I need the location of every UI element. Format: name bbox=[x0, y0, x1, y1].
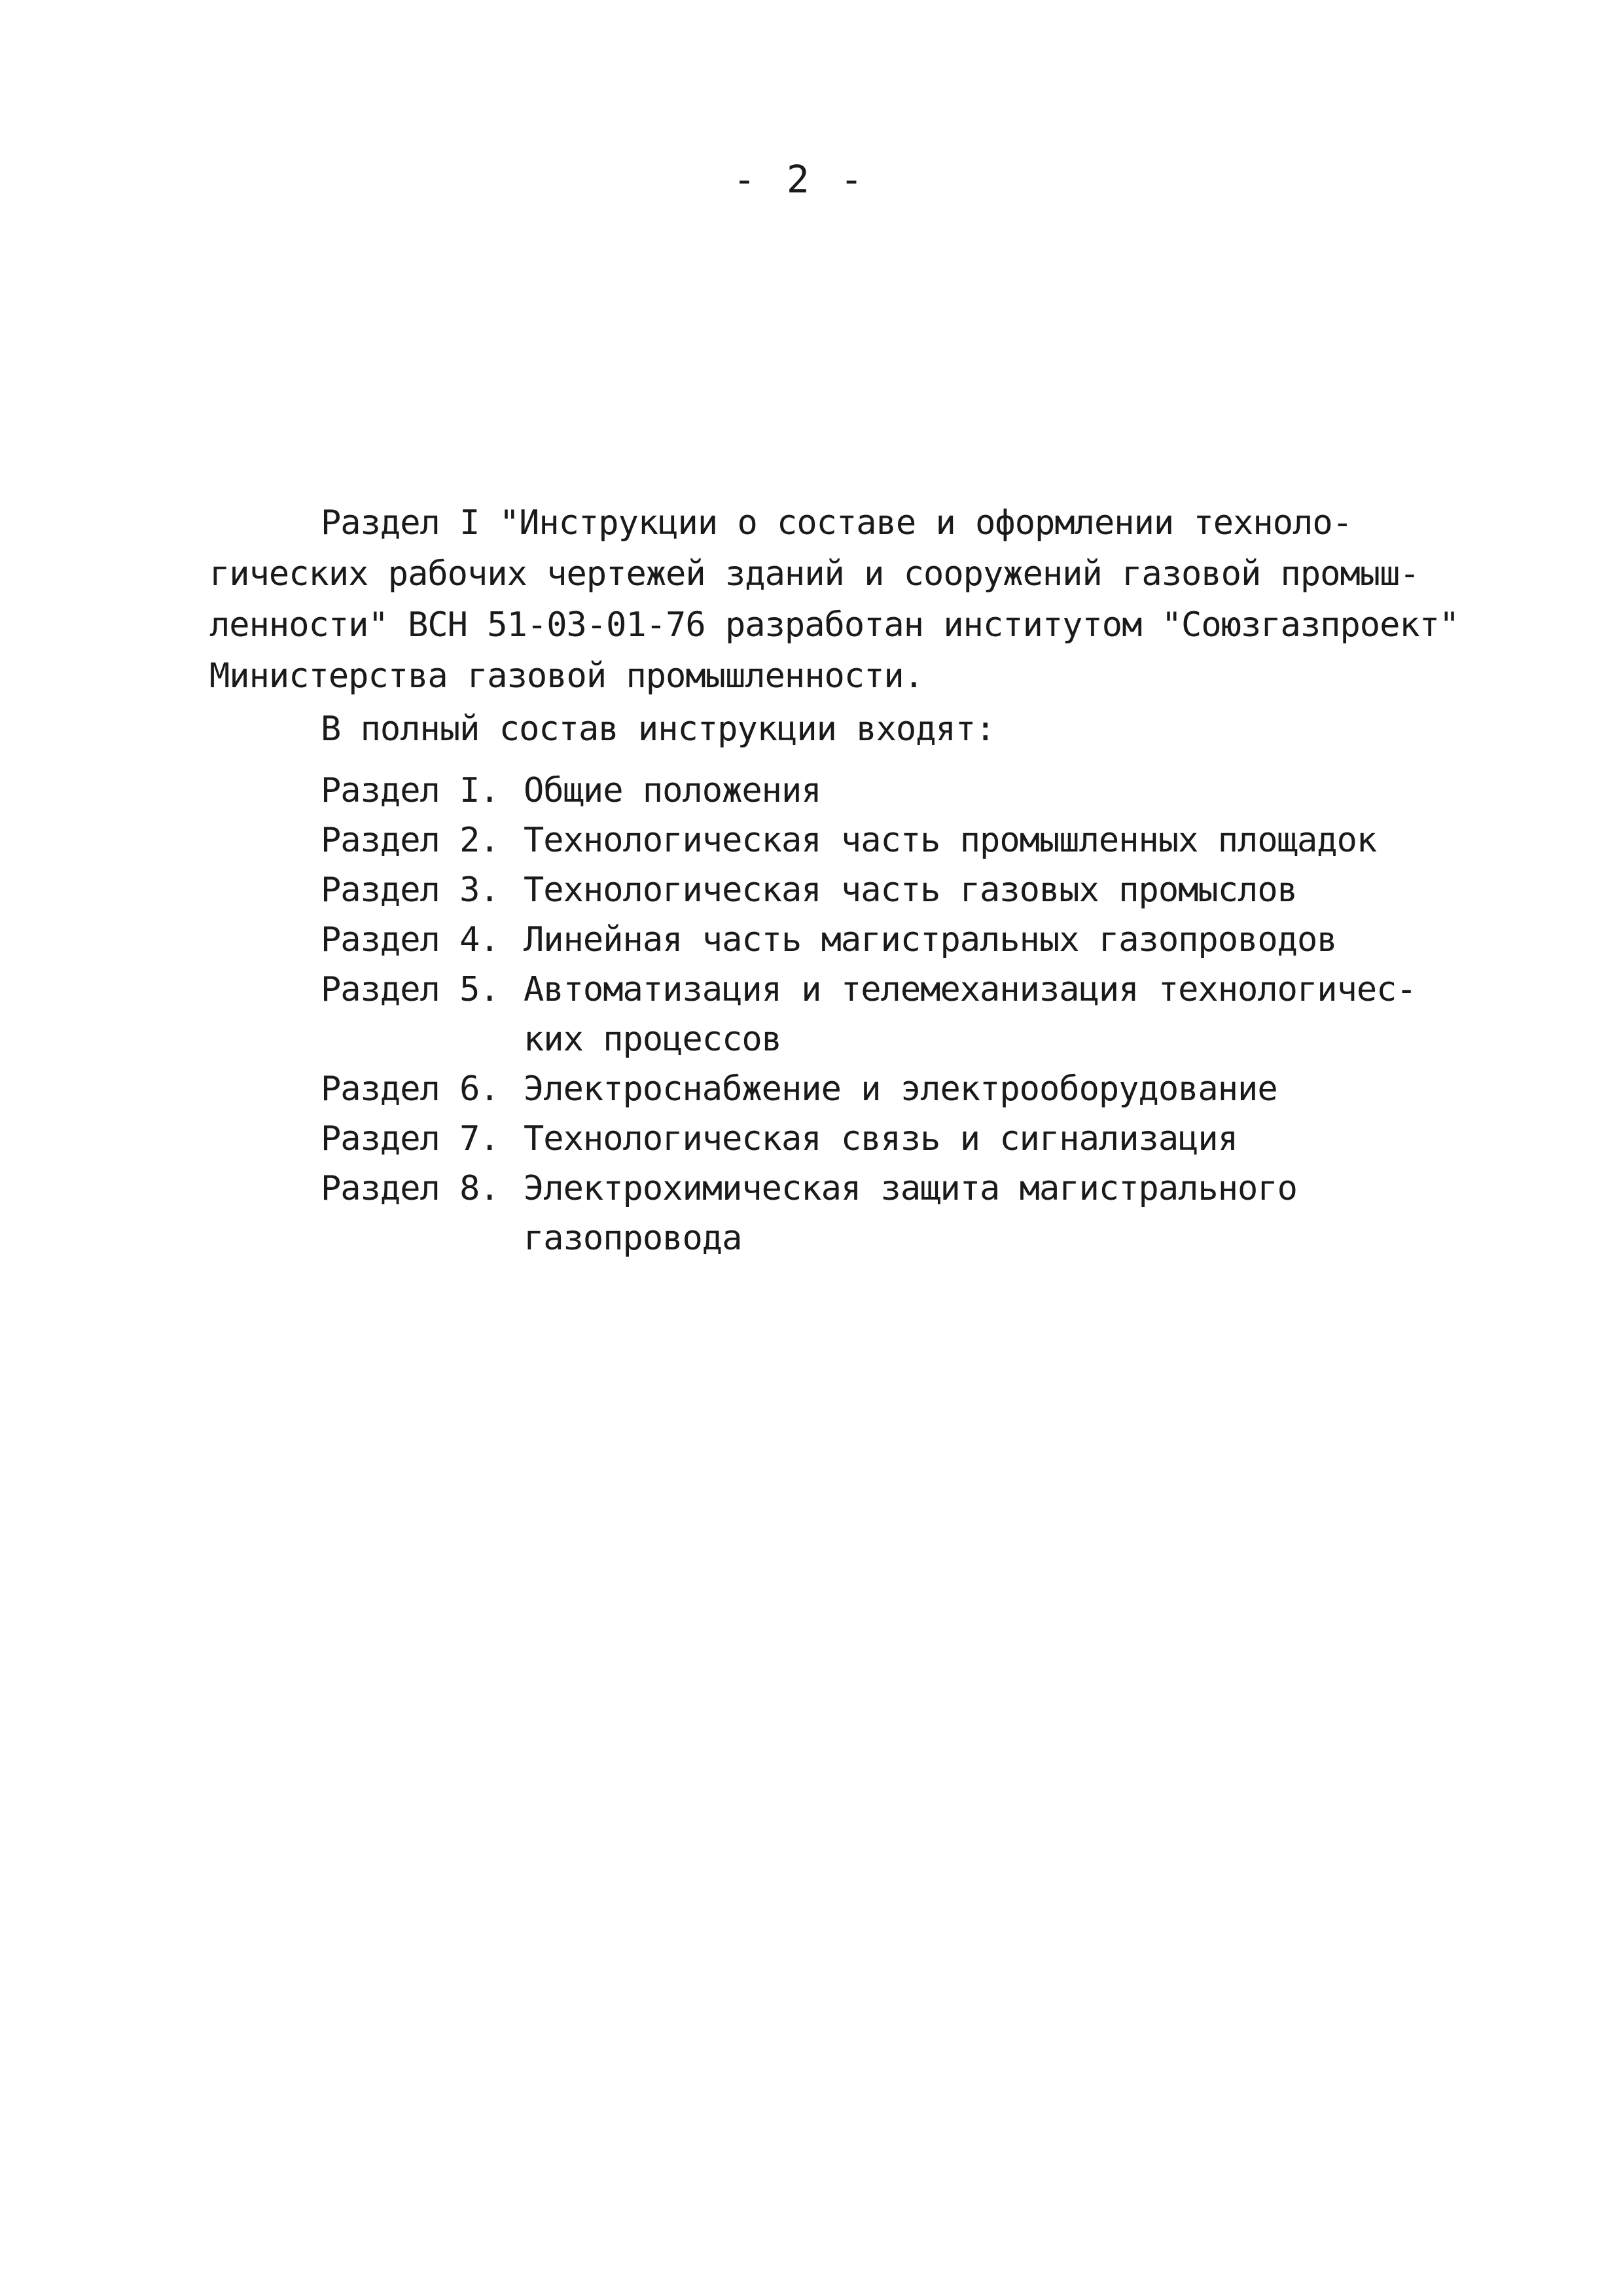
section-title-line: Технологическая часть промышленных площадок bbox=[524, 821, 1377, 860]
composition-heading: В полный состав инструкции входят: bbox=[321, 709, 995, 749]
section-title-line: газопровода bbox=[524, 1219, 742, 1258]
section-label: Раздел I. bbox=[321, 771, 499, 810]
section-label: Раздел 4. bbox=[321, 920, 499, 960]
section-title-line: Линейная часть магистральных газопроводов bbox=[524, 920, 1337, 960]
section-title bbox=[524, 1064, 1499, 1114]
section-title bbox=[524, 965, 1499, 1064]
section-item bbox=[321, 915, 1499, 965]
section-label: Раздел 6. bbox=[321, 1069, 499, 1109]
section-item bbox=[321, 865, 1499, 915]
section-item bbox=[321, 816, 1499, 865]
section-item bbox=[321, 965, 1499, 1064]
section-title-line: Электроснабжение и электрооборудование bbox=[524, 1069, 1277, 1109]
section-title bbox=[524, 915, 1499, 965]
section-title-line: Автоматизация и телемеханизация технологичес- bbox=[524, 970, 1416, 1009]
section-title bbox=[524, 1164, 1499, 1263]
section-title bbox=[524, 1114, 1499, 1164]
intro-line: ленности" ВСН 51-03-01-76 разработан институтом "Союзгазпроект" bbox=[209, 605, 1459, 645]
section-label: Раздел 2. bbox=[321, 821, 499, 860]
section-item bbox=[321, 1064, 1499, 1114]
section-item bbox=[321, 1164, 1499, 1263]
page-number: - 2 - bbox=[733, 157, 867, 202]
section-title bbox=[524, 816, 1499, 865]
intro-line: гических рабочих чертежей зданий и сооружений газовой промыш- bbox=[209, 554, 1419, 594]
section-title-line: Электрохимическая защита магистрального bbox=[524, 1169, 1297, 1208]
section-label: Раздел 3. bbox=[321, 870, 499, 910]
section-item bbox=[321, 766, 1499, 816]
intro-line: Министерства газовой промышленности. bbox=[209, 656, 924, 696]
section-title bbox=[524, 865, 1499, 915]
section-title-line: Технологическая часть газовых промыслов bbox=[524, 870, 1297, 910]
section-title-line: Технологическая связь и сигнализация bbox=[524, 1119, 1238, 1158]
section-title-line: Общие положения bbox=[524, 771, 821, 810]
section-item bbox=[321, 1114, 1499, 1164]
section-list bbox=[321, 766, 1499, 1263]
section-label: Раздел 8. bbox=[321, 1169, 499, 1208]
section-title-line: ких процессов bbox=[524, 1020, 781, 1059]
section-title bbox=[524, 766, 1499, 816]
section-label: Раздел 5. bbox=[321, 970, 499, 1009]
intro-paragraph bbox=[209, 497, 1492, 702]
section-label: Раздел 7. bbox=[321, 1119, 499, 1158]
intro-line: Раздел I "Инструкции о составе и оформлении техноло- bbox=[321, 503, 1352, 543]
